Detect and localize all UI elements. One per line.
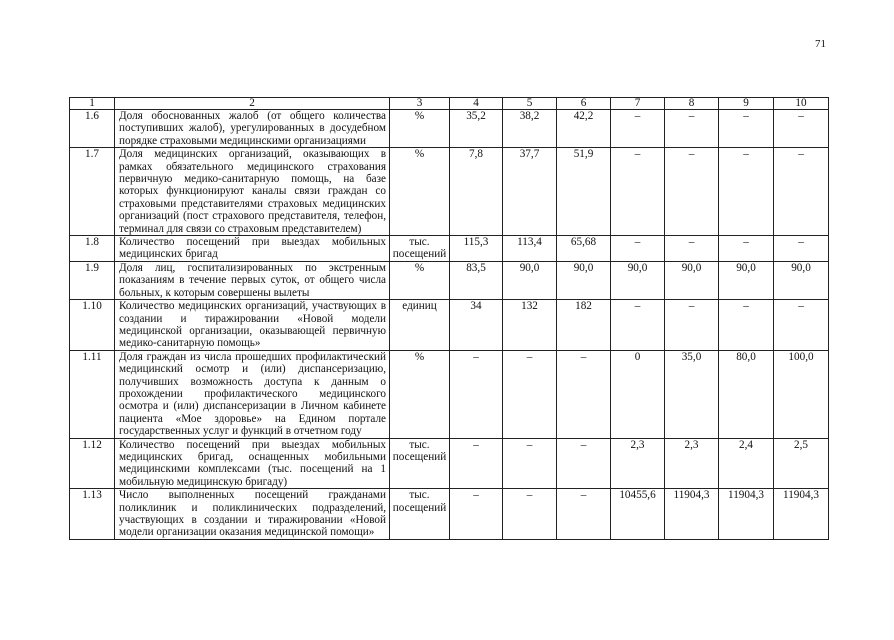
indicator-description: Доля медицинских организаций, оказывающих в рамках обязательного медицинского страхования первичную медико-санитарную помощь, на базе которых функционируют каналы связи граждан со страховыми представителями страховых медицинских организаций (пост страхового представителя, телефон, терминал для связи со страховым представителем) — [115, 148, 390, 236]
unit-of-measure: тыс. посещений — [390, 438, 450, 489]
indicator-description: Количество медицинских организаций, участвующих в создании и тиражировании «Новой модели медицинской организации, оказывающей первичную медико-санитарную помощь» — [115, 300, 390, 351]
indicator-description: Количество посещений при выездах мобильных медицинских бригад — [115, 236, 390, 262]
indicator-value: 7,8 — [450, 148, 503, 236]
indicator-value: – — [774, 236, 829, 262]
row-number: 1.8 — [70, 236, 115, 262]
indicator-description: Доля лиц, госпитализированных по экстренным показаниям в течение первых суток, от общего числа больных, к которым совершены вылеты — [115, 261, 390, 299]
indicator-value: – — [719, 236, 774, 262]
row-number: 1.11 — [70, 350, 115, 438]
indicator-value: 51,9 — [557, 148, 611, 236]
row-number: 1.6 — [70, 110, 115, 148]
unit-of-measure: тыс. посещений — [390, 489, 450, 540]
indicator-value: – — [774, 300, 829, 351]
row-number: 1.13 — [70, 489, 115, 540]
indicator-value: – — [503, 489, 557, 540]
indicator-value: 35,2 — [450, 110, 503, 148]
indicator-value: – — [665, 148, 719, 236]
indicator-value: 38,2 — [503, 110, 557, 148]
column-header: 10 — [774, 98, 829, 110]
unit-of-measure: единиц — [390, 300, 450, 351]
indicator-value: 35,0 — [665, 350, 719, 438]
indicator-value: 90,0 — [719, 261, 774, 299]
indicator-value: 100,0 — [774, 350, 829, 438]
indicator-value: – — [611, 236, 665, 262]
column-header: 7 — [611, 98, 665, 110]
indicator-value: 90,0 — [665, 261, 719, 299]
row-number: 1.10 — [70, 300, 115, 351]
row-number: 1.7 — [70, 148, 115, 236]
table-row — [70, 236, 829, 262]
table-row — [70, 300, 829, 351]
indicator-value: 113,4 — [503, 236, 557, 262]
column-header: 1 — [70, 98, 115, 110]
indicator-description: Количество посещений при выездах мобильных медицинских бригад, оснащенных мобильными медицинскими комплексами (тыс. посещений на 1 мобильную медицинскую бригаду) — [115, 438, 390, 489]
unit-of-measure: тыс. посещений — [390, 236, 450, 262]
table-row — [70, 350, 829, 438]
indicator-value: – — [719, 300, 774, 351]
row-number: 1.12 — [70, 438, 115, 489]
column-header: 6 — [557, 98, 611, 110]
indicator-value: 11904,3 — [774, 489, 829, 540]
indicator-value: 90,0 — [557, 261, 611, 299]
row-number: 1.9 — [70, 261, 115, 299]
indicator-value: 2,3 — [665, 438, 719, 489]
unit-of-measure: % — [390, 350, 450, 438]
table-row — [70, 438, 829, 489]
table-body — [70, 110, 829, 540]
indicators-table — [69, 97, 829, 540]
table-row — [70, 110, 829, 148]
indicator-value: – — [450, 350, 503, 438]
indicator-value: – — [665, 236, 719, 262]
table-row — [70, 261, 829, 299]
indicator-value: – — [719, 148, 774, 236]
indicator-value: – — [450, 438, 503, 489]
indicator-description: Число выполненных посещений гражданами поликлиник и поликлинических подразделений, участвующих в создании и тиражировании «Новой модели организации оказания медицинской помощи» — [115, 489, 390, 540]
indicator-value: 83,5 — [450, 261, 503, 299]
column-header: 5 — [503, 98, 557, 110]
indicator-value: 11904,3 — [665, 489, 719, 540]
page-number: 71 — [815, 38, 826, 50]
indicator-value: 42,2 — [557, 110, 611, 148]
indicator-value: 182 — [557, 300, 611, 351]
unit-of-measure: % — [390, 261, 450, 299]
column-header: 4 — [450, 98, 503, 110]
indicator-value: 11904,3 — [719, 489, 774, 540]
table-row — [70, 489, 829, 540]
indicator-value: 132 — [503, 300, 557, 351]
column-header: 3 — [390, 98, 450, 110]
indicator-value: 37,7 — [503, 148, 557, 236]
indicator-value: 90,0 — [774, 261, 829, 299]
indicator-value: 10455,6 — [611, 489, 665, 540]
indicator-value: – — [557, 438, 611, 489]
indicator-value: – — [503, 438, 557, 489]
table-row — [70, 148, 829, 236]
indicator-value: 65,68 — [557, 236, 611, 262]
indicator-value: 34 — [450, 300, 503, 351]
indicator-value: 115,3 — [450, 236, 503, 262]
column-header: 8 — [665, 98, 719, 110]
header-row — [70, 98, 829, 110]
indicator-value: – — [611, 148, 665, 236]
indicator-value: 90,0 — [611, 261, 665, 299]
indicator-value: 2,3 — [611, 438, 665, 489]
indicator-value: – — [665, 300, 719, 351]
unit-of-measure: % — [390, 148, 450, 236]
indicator-value: – — [611, 300, 665, 351]
indicator-value: 0 — [611, 350, 665, 438]
column-header: 9 — [719, 98, 774, 110]
indicator-value: – — [557, 489, 611, 540]
indicator-value: – — [774, 148, 829, 236]
indicator-value: – — [450, 489, 503, 540]
indicator-value: – — [774, 110, 829, 148]
indicator-value: – — [665, 110, 719, 148]
indicator-description: Доля обоснованных жалоб (от общего количества поступивших жалоб), урегулированных в досудебном порядке страховыми медицинскими организациями — [115, 110, 390, 148]
indicator-value: – — [719, 110, 774, 148]
indicator-value: 2,5 — [774, 438, 829, 489]
unit-of-measure: % — [390, 110, 450, 148]
column-header: 2 — [115, 98, 390, 110]
indicator-value: – — [557, 350, 611, 438]
indicator-description: Доля граждан из числа прошедших профилактический медицинский осмотр и (или) диспансеризацию, получивших возможность доступа к данным о прохождении профилактического медицинского осмотра и (или) диспансеризации в Личном кабинете пациента «Мое здоровье» на Едином портале государственных услуг и функций в отчетном году — [115, 350, 390, 438]
indicator-value: 90,0 — [503, 261, 557, 299]
indicator-value: 2,4 — [719, 438, 774, 489]
indicator-value: – — [503, 350, 557, 438]
indicator-value: – — [611, 110, 665, 148]
indicator-value: 80,0 — [719, 350, 774, 438]
